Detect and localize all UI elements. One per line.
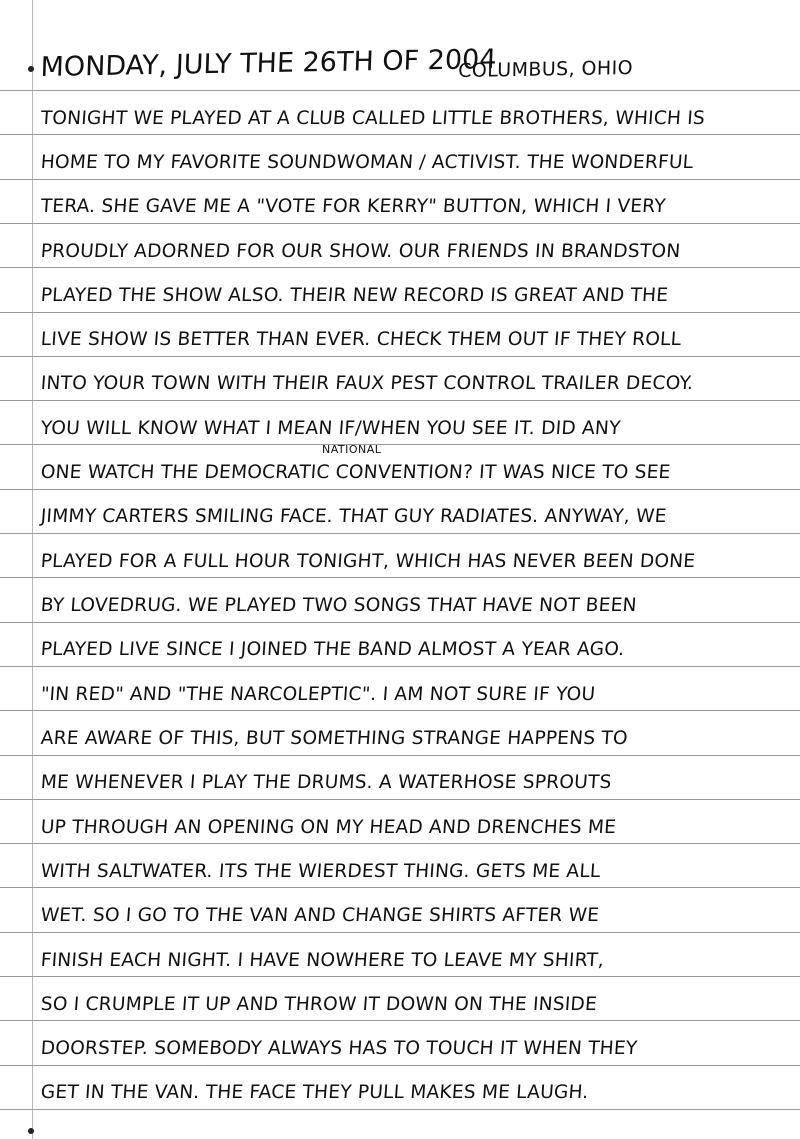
ruled-line bbox=[0, 1020, 800, 1021]
journal-line: LIVE SHOW IS BETTER THAN EVER. CHECK THEM OUT IF THEY ROLL bbox=[40, 329, 682, 350]
ruled-line bbox=[0, 755, 800, 756]
ruled-line bbox=[0, 710, 800, 711]
ruled-line bbox=[0, 1109, 800, 1110]
journal-line: DOORSTEP. SOMEBODY ALWAYS HAS TO TOUCH IT WHEN THEY bbox=[40, 1038, 639, 1059]
ruled-line bbox=[0, 444, 800, 445]
journal-line: UP THROUGH AN OPENING ON MY HEAD AND DRENCHES ME bbox=[40, 817, 617, 838]
ruled-line bbox=[0, 179, 800, 180]
ruled-line bbox=[0, 489, 800, 490]
ruled-line bbox=[0, 223, 800, 224]
ruled-line bbox=[0, 356, 800, 357]
journal-line: FINISH EACH NIGHT. I HAVE NOWHERE TO LEAVE MY SHIRT, bbox=[40, 950, 605, 971]
ruled-line bbox=[0, 622, 800, 623]
ruled-line bbox=[0, 932, 800, 933]
journal-line: INTO YOUR TOWN WITH THEIR FAUX PEST CONTROL TRAILER DECOY. bbox=[40, 373, 695, 394]
journal-line: HOME TO MY FAVORITE SOUNDWOMAN / ACTIVIST. THE WONDERFUL bbox=[40, 152, 694, 173]
journal-line: PLAYED LIVE SINCE I JOINED THE BAND ALMOST A YEAR AGO. bbox=[40, 639, 626, 660]
ruled-line bbox=[0, 843, 800, 844]
journal-line: GET IN THE VAN. THE FACE THEY PULL MAKES ME LAUGH. bbox=[40, 1082, 590, 1103]
binder-hole bbox=[28, 1128, 34, 1134]
ruled-line bbox=[0, 666, 800, 667]
journal-line: PROUDLY ADORNED FOR OUR SHOW. OUR FRIENDS IN BRANDSTON bbox=[40, 241, 682, 262]
ruled-line bbox=[0, 1065, 800, 1066]
ruled-line bbox=[0, 267, 800, 268]
journal-line: TONIGHT WE PLAYED AT A CLUB CALLED LITTLE BROTHERS, WHICH IS bbox=[40, 108, 706, 129]
journal-line: WET. SO I GO TO THE VAN AND CHANGE SHIRTS AFTER WE bbox=[40, 905, 600, 926]
journal-line: BY LOVEDRUG. WE PLAYED TWO SONGS THAT HAVE NOT BEEN bbox=[40, 595, 638, 616]
ruled-line bbox=[0, 312, 800, 313]
journal-line: ME WHENEVER I PLAY THE DRUMS. A WATERHOSE SPROUTS bbox=[40, 772, 613, 793]
journal-line: PLAYED THE SHOW ALSO. THEIR NEW RECORD IS GREAT AND THE bbox=[40, 285, 669, 306]
journal-date: MONDAY, JULY THE 26TH OF 2004 bbox=[40, 44, 498, 83]
inserted-word: NATIONAL bbox=[322, 443, 382, 456]
journal-line: YOU WILL KNOW WHAT I MEAN IF/WHEN YOU SEE IT. DID ANY bbox=[40, 418, 622, 439]
ruled-line bbox=[0, 577, 800, 578]
journal-line: PLAYED FOR A FULL HOUR TONIGHT, WHICH HAS NEVER BEEN DONE bbox=[40, 551, 696, 572]
ruled-line bbox=[0, 887, 800, 888]
journal-line: ONE WATCH THE DEMOCRATIC CONVENTION? IT WAS NICE TO SEE bbox=[40, 462, 672, 483]
ruled-line bbox=[0, 90, 800, 91]
journal-line: "IN RED" AND "THE NARCOLEPTIC". I AM NOT SURE IF YOU bbox=[40, 684, 596, 705]
margin-line bbox=[32, 0, 33, 1139]
journal-line: ARE AWARE OF THIS, BUT SOMETHING STRANGE HAPPENS TO bbox=[40, 728, 629, 749]
ruled-line bbox=[0, 134, 800, 135]
journal-line: SO I CRUMPLE IT UP AND THROW IT DOWN ON THE INSIDE bbox=[40, 994, 598, 1015]
journal-location: COLUMBUS, OHIO bbox=[458, 56, 634, 82]
ruled-line bbox=[0, 976, 800, 977]
journal-line: WITH SALTWATER. ITS THE WIERDEST THING. GETS ME ALL bbox=[40, 861, 602, 882]
ruled-line bbox=[0, 799, 800, 800]
journal-line: JIMMY CARTERS SMILING FACE. THAT GUY RADIATES. ANYWAY, WE bbox=[40, 506, 668, 527]
ruled-line bbox=[0, 400, 800, 401]
journal-line: TERA. SHE GAVE ME A "VOTE FOR KERRY" BUTTON, WHICH I VERY bbox=[40, 196, 667, 217]
ruled-line bbox=[0, 533, 800, 534]
binder-hole bbox=[28, 66, 34, 72]
